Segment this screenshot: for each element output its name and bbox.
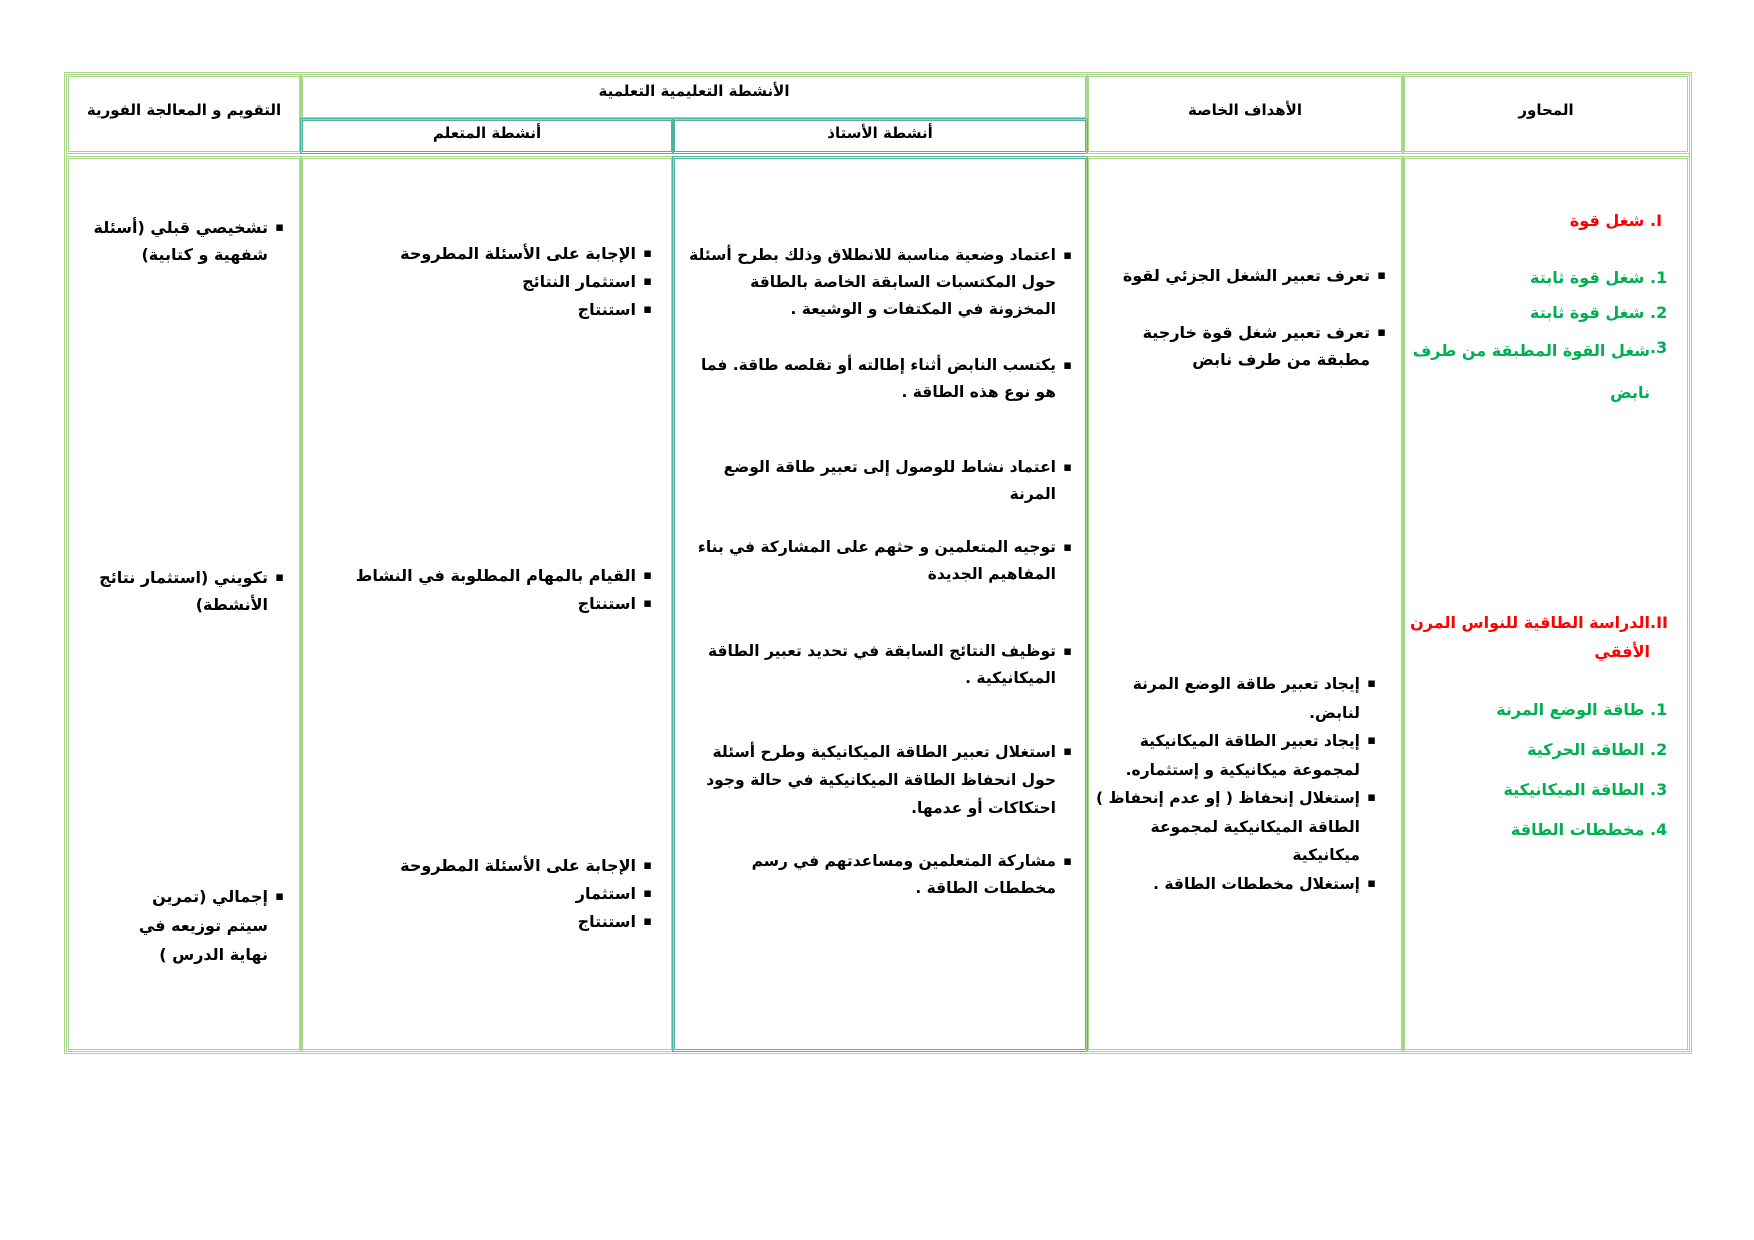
list-item: ▪ استثمار النتائج (320, 268, 636, 296)
objectives-group-1 (1108, 262, 1388, 373)
teacher-item: ▪ مشاركة المتعلمين ومساعدتهم في رسم مخططات الطاقة . (686, 848, 1074, 902)
evaluation-item: ▪ تكويني (استثمار نتائج الأنشطة) (84, 564, 286, 618)
evaluation-item: ▪ إجمالي (تمرين سيتم توزيعه في نهاية الدرس ) (112, 882, 286, 969)
learner-group-2 (320, 562, 654, 618)
list-item: 3. الطاقة الميكانيكية (1503, 780, 1668, 799)
header-evaluation: التقويم و المعالجة الفورية (86, 101, 282, 119)
teacher-item: ▪ توظيف النتائج السابقة في تحديد تعبير الطاقة الميكانيكية . (686, 638, 1074, 692)
header-objectives: الأهداف الخاصة (1188, 101, 1302, 119)
axes-section-1-items (1410, 260, 1678, 414)
list-item: ▪ القيام بالمهام المطلوبة في النشاط (320, 562, 636, 590)
teacher-item: ▪ استغلال تعبير الطاقة الميكانيكية وطرح أسئلة حول انحفاظ الطاقة الميكانيكية في حالة وجود احتكاكات أو عدمها. (686, 738, 1074, 822)
header-learner: أنشطة المتعلم (432, 124, 542, 142)
list-item: 3. شغل القوة المطبقة من طرف نابض (1412, 338, 1668, 402)
list-item: ▪ تعرف تعبير الشغل الجزئي لقوة (1108, 262, 1370, 289)
teacher-item: ▪ توجيه المتعلمين و حثهم على المشاركة في بناء المفاهيم الجديدة (686, 534, 1074, 588)
axes-section-2 (1410, 608, 1678, 666)
list-item: ▪ إيجاد تعبير طاقة الوضع المرنة لنابض. (1096, 670, 1360, 727)
list-item: 1. طاقة الوضع المرنة (1496, 700, 1668, 719)
list-item: 1. شغل قوة ثابتة (1530, 268, 1668, 287)
list-item: ▪ إستغلال مخططات الطاقة . (1096, 870, 1360, 899)
teacher-item: ▪ اعتماد نشاط للوصول إلى تعبير طاقة الوضع المرنة (672, 454, 1074, 508)
list-item: ▪ استنتاج (320, 908, 636, 936)
teacher-item: ▪ يكتسب النابض أثناء إطالته أو تقلصه طاقة. فما هو نوع هذه الطاقة . (686, 352, 1074, 406)
list-item: ▪ استثمار (320, 880, 636, 908)
evaluation-item: ▪ تشخيصي قبلي (أسئلة شفهية و كتابية) (84, 214, 286, 268)
axes-section-1 (1410, 206, 1678, 236)
axes-section-2-items (1410, 690, 1678, 850)
list-item: ▪ إستغلال إنحفاظ ( إو عدم إنحفاظ ) الطاقة الميكانيكية لمجموعة ميكانيكية (1096, 784, 1360, 870)
list-item: ▪ استنتاج (320, 590, 636, 618)
teacher-item: ▪ اعتماد وضعية مناسبة للانطلاق وذلك بطرح أسئلة حول المكتسبات السابقة الخاصة بالطاقة المخزونة في المكتفات و الوشيعة . (686, 242, 1074, 323)
list-item: ▪ تعرف تعبير شغل قوة خارجية مطبقة من طرف نابض (1108, 319, 1370, 373)
section-title: II. الدراسة الطاقية للنواس المرن الأفقي (1410, 613, 1668, 661)
list-item: ▪ الإجابة على الأسئلة المطروحة (320, 240, 636, 268)
list-item: ▪ إيجاد تعبير الطاقة الميكانيكية لمجموعة ميكانيكية و إستثماره. (1096, 727, 1360, 784)
header-activities: الأنشطة التعليمية التعلمية (598, 82, 790, 100)
section-title: I. شغل قوة (1569, 211, 1663, 230)
list-item: 2. الطاقة الحركية (1527, 740, 1668, 759)
list-item: ▪ استنتاج (320, 296, 636, 324)
learner-group-1 (320, 240, 654, 324)
header-axes: المحاور (1518, 101, 1574, 119)
list-item: 2. شغل قوة ثابتة (1530, 303, 1668, 322)
list-item: 4. مخططات الطاقة (1510, 820, 1668, 839)
header-teacher: أنشطة الأستاذ (827, 124, 933, 142)
list-item: ▪ الإجابة على الأسئلة المطروحة (320, 852, 636, 880)
learner-group-3 (320, 852, 654, 936)
objectives-group-2 (1096, 670, 1378, 898)
